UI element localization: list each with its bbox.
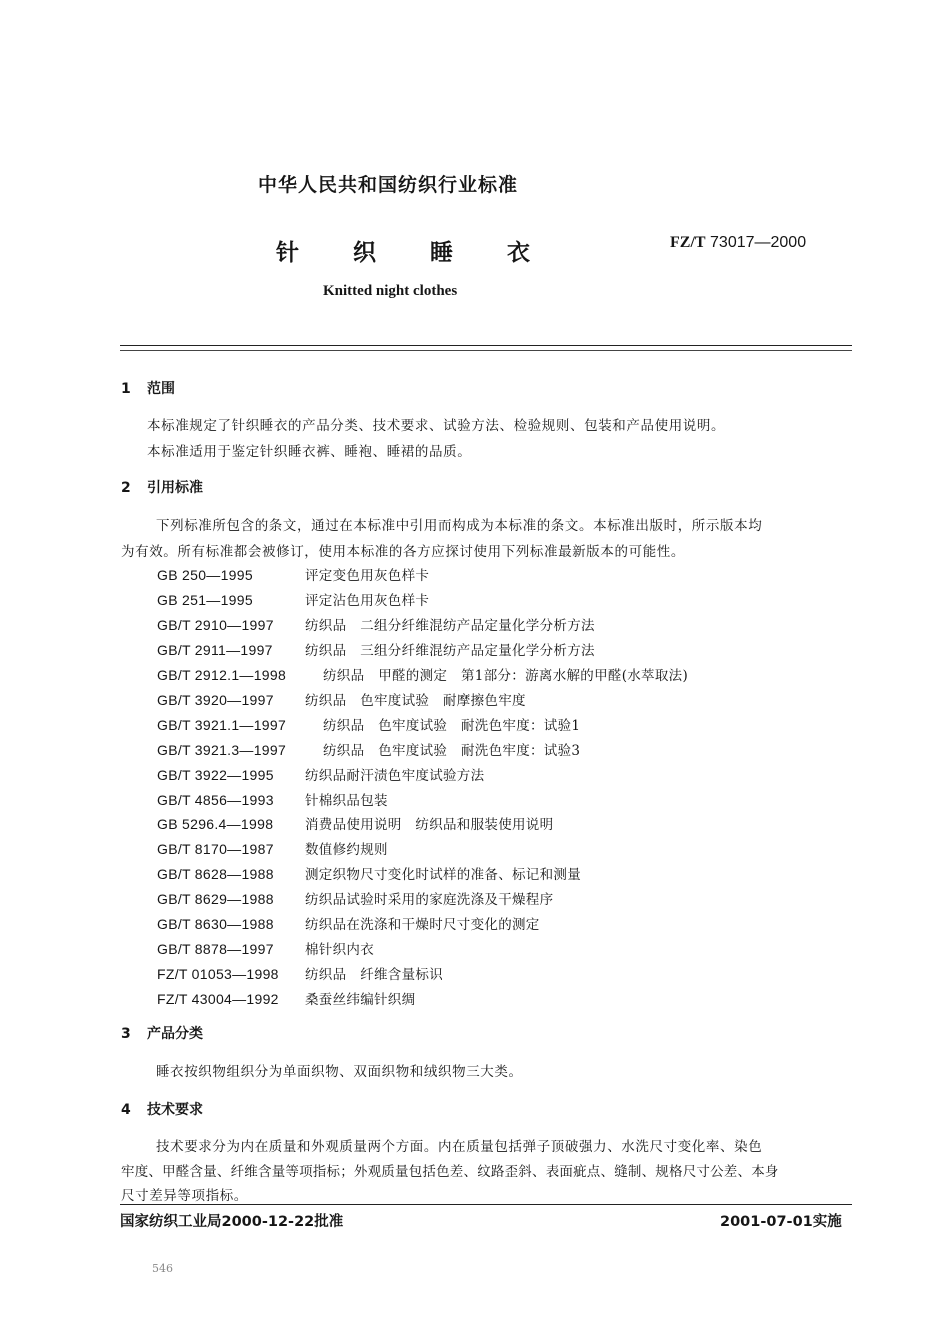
effective-date: 2001-07-01实施 (720, 1214, 842, 1230)
reference-item (157, 813, 553, 833)
document-title (276, 234, 530, 267)
reference-title: 纺织品耐汗渍色牢度试验方法 (305, 768, 485, 784)
reference-item (157, 689, 526, 709)
header-divider (120, 345, 852, 346)
reference-title: 棉针织内衣 (305, 942, 374, 958)
section-3-paragraph: 睡衣按织物组织分为单面织物、双面织物和绒织物三大类。 (156, 1064, 523, 1080)
section-number: 1 (121, 381, 131, 397)
section-2-heading (121, 477, 203, 497)
reference-item (157, 664, 688, 684)
reference-code: GB/T 3921.1—1997 (157, 717, 287, 733)
title-char: 针 (276, 240, 299, 266)
section-4-heading (121, 1099, 203, 1119)
reference-code: GB 250—1995 (157, 567, 253, 583)
section-title: 产品分类 (147, 1026, 203, 1042)
section-number: 3 (121, 1026, 131, 1042)
reference-title: 纺织品 三组分纤维混纺产品定量化学分析方法 (305, 643, 595, 659)
reference-item (157, 764, 484, 784)
section-number: 4 (121, 1102, 131, 1118)
section-1-paragraph-1: 本标准规定了针织睡衣的产品分类、技术要求、试验方法、检验规则、包装和产品使用说明。 (147, 418, 726, 434)
reference-item (157, 838, 388, 858)
reference-title: 针棉织品包装 (305, 793, 388, 809)
reference-item (157, 639, 595, 659)
header-divider-thin (120, 350, 852, 351)
reference-title: 纺织品 纤维含量标识 (305, 967, 443, 983)
section-title: 范围 (147, 381, 175, 397)
approval-date: 国家纺织工业局2000-12-22批准 (120, 1214, 344, 1230)
reference-code: GB/T 8878—1997 (157, 941, 274, 957)
reference-code: GB 251—1995 (157, 592, 253, 608)
reference-title: 桑蚕丝纬编针织绸 (305, 992, 416, 1008)
reference-title: 纺织品 二组分纤维混纺产品定量化学分析方法 (305, 618, 595, 634)
title-char: 织 (353, 240, 376, 266)
reference-code: GB/T 8628—1988 (157, 866, 274, 882)
reference-item (157, 888, 553, 908)
reference-item (157, 789, 388, 809)
reference-title: 纺织品在洗涤和干燥时尺寸变化的测定 (305, 917, 540, 933)
reference-code: GB/T 2911—1997 (157, 642, 273, 658)
section-number: 2 (121, 480, 131, 496)
reference-code: GB/T 3922—1995 (157, 767, 274, 783)
standard-number (670, 234, 806, 252)
reference-title: 数值修约规则 (305, 842, 388, 858)
reference-item (157, 863, 581, 883)
section-4-line-2: 牢度、甲醛含量、纤维含量等项指标；外观质量包括色差、纹路歪斜、表面疵点、缝制、规格尺寸公差、本身 (121, 1164, 779, 1180)
page-number: 546 (152, 1262, 173, 1275)
reference-title: 测定织物尺寸变化时试样的准备、标记和测量 (305, 867, 581, 883)
standard-prefix: FZ/T (670, 234, 706, 251)
reference-title: 消费品使用说明 纺织品和服装使用说明 (305, 817, 554, 833)
reference-item (157, 963, 443, 983)
section-3-heading (121, 1023, 203, 1043)
reference-item (157, 938, 374, 958)
reference-code: GB/T 4856—1993 (157, 792, 274, 808)
section-1-heading (121, 378, 175, 398)
reference-item (157, 614, 595, 634)
reference-code: GB/T 3921.3—1997 (157, 742, 287, 758)
english-title: Knitted night clothes (323, 283, 458, 299)
reference-title: 纺织品 色牢度试验 耐洗色牢度：试验1 (323, 718, 581, 734)
issuing-authority-title: 中华人民共和国纺织行业标准 (258, 174, 519, 196)
reference-title: 纺织品 色牢度试验 耐洗色牢度：试验3 (323, 743, 581, 759)
section-1-paragraph-2: 本标准适用于鉴定针织睡衣裤、睡袍、睡裙的品质。 (147, 444, 472, 460)
section-title: 技术要求 (147, 1102, 203, 1118)
reference-title: 评定沾色用灰色样卡 (305, 593, 430, 609)
reference-code: GB/T 8630—1988 (157, 916, 274, 932)
footer-divider (120, 1204, 852, 1205)
section-2-intro-line-2: 为有效。所有标准都会被修订，使用本标准的各方应探讨使用下列标准最新版本的可能性。 (121, 544, 685, 560)
section-title: 引用标准 (147, 480, 203, 496)
section-4-line-1: 技术要求分为内在质量和外观质量两个方面。内在质量包括弹子顶破强力、水洗尺寸变化率、染色 (156, 1139, 763, 1155)
title-char: 衣 (507, 240, 530, 266)
reference-item (157, 913, 540, 933)
reference-code: GB/T 2910—1997 (157, 617, 274, 633)
reference-title: 纺织品 色牢度试验 耐摩擦色牢度 (305, 693, 526, 709)
reference-code: FZ/T 43004—1992 (157, 991, 279, 1007)
reference-item (157, 988, 415, 1008)
reference-title: 纺织品试验时采用的家庭洗涤及干燥程序 (305, 892, 554, 908)
reference-item (157, 739, 580, 759)
reference-code: GB 5296.4—1998 (157, 816, 274, 832)
section-2-intro-line-1: 下列标准所包含的条文，通过在本标准中引用而构成为本标准的条文。本标准出版时，所示版本均 (156, 518, 763, 534)
reference-code: FZ/T 01053—1998 (157, 966, 279, 982)
reference-code: GB/T 8170—1987 (157, 841, 274, 857)
reference-item (157, 714, 580, 734)
reference-code: GB/T 8629—1988 (157, 891, 274, 907)
reference-item (157, 589, 429, 609)
standard-code: 73017—2000 (710, 234, 807, 251)
section-4-line-3: 尺寸差异等项指标。 (121, 1188, 248, 1204)
title-char: 睡 (430, 240, 453, 266)
reference-title: 纺织品 甲醛的测定 第1部分：游离水解的甲醛(水萃取法) (323, 668, 689, 684)
reference-code: GB/T 2912.1—1998 (157, 667, 287, 683)
reference-code: GB/T 3920—1997 (157, 692, 274, 708)
reference-title: 评定变色用灰色样卡 (305, 568, 430, 584)
reference-item (157, 564, 429, 584)
